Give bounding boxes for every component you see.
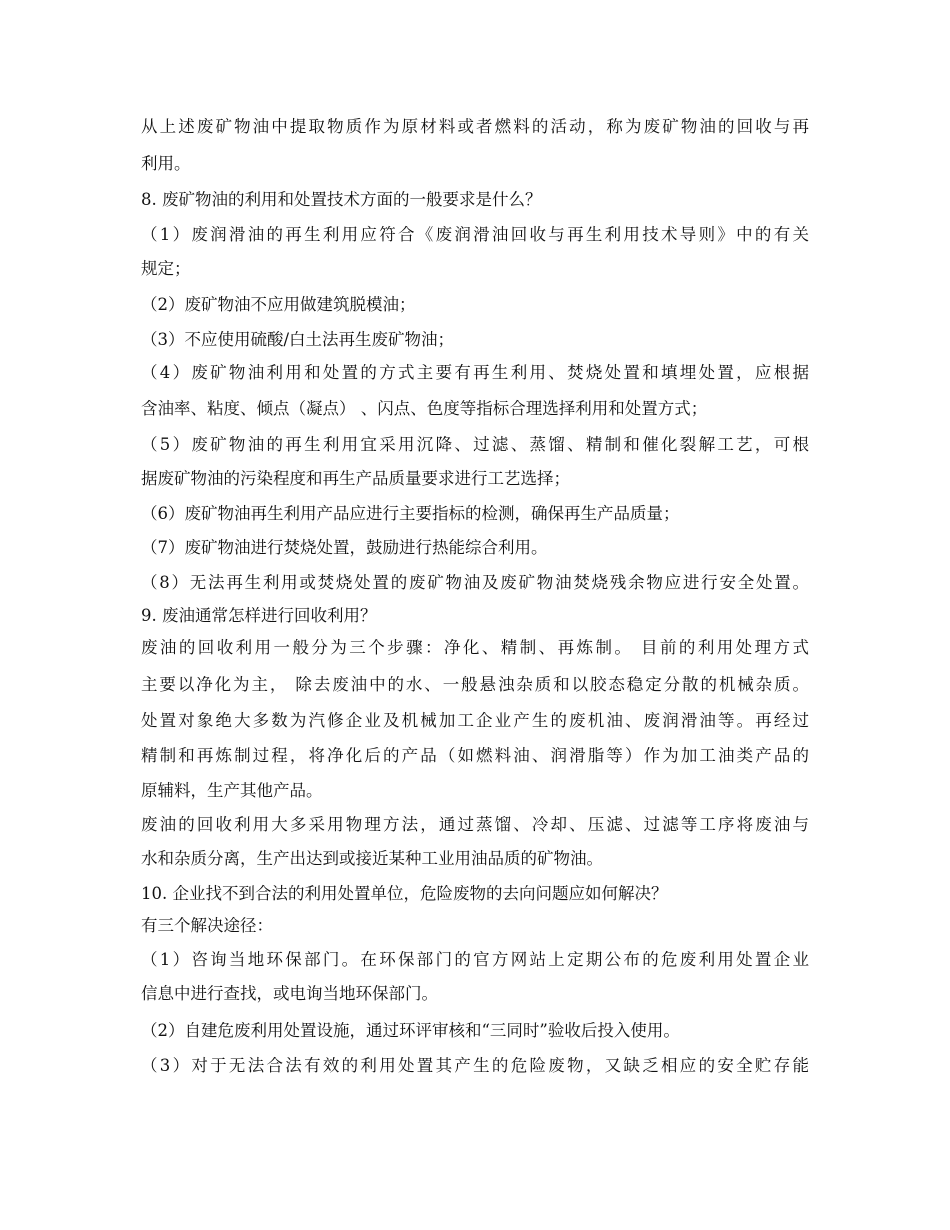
text-line: 精制和再炼制过程，将净化后的产品（如燃料油、润滑脂等）作为加工油类产品的	[141, 746, 809, 765]
question-heading-10: 10. 企业找不到合法的利用处置单位，危险废物的去向问题应如何解决？	[141, 884, 668, 903]
text-line: 利用。	[141, 154, 191, 173]
text-line: 水和杂质分离，生产出达到或接近某种工业用油品质的矿物油。	[141, 849, 603, 868]
text-line: （1）废润滑油的再生利用应符合《废润滑油回收与再生利用技术导则》中的有关	[141, 225, 809, 244]
text-line: （1）咨询当地环保部门。在环保部门的官方网站上定期公布的危废利用处置企业	[141, 950, 809, 969]
text-line: 规定；	[141, 259, 191, 278]
text-line: 主要以净化为主， 除去废油中的水、一般悬浊杂质和以胶态稳定分散的机械杂质。	[141, 675, 809, 694]
text-line: （3）对于无法合法有效的利用处置其产生的危险废物，又缺乏相应的安全贮存能	[141, 1056, 809, 1075]
text-line: （2）废矿物油不应用做建筑脱模油；	[141, 295, 416, 314]
text-line: 废油的回收利用大多采用物理方法，通过蒸馏、冷却、压滤、过滤等工序将废油与	[141, 815, 809, 834]
text-line: （2）自建危废利用处置设施，通过环评审核和“三同时”验收后投入使用。	[141, 1021, 680, 1040]
text-line: （7）废矿物油进行焚烧处置，鼓励进行热能综合利用。	[141, 538, 548, 557]
text-line: 原辅料，生产其他产品。	[141, 781, 323, 800]
text-line: 废油的回收利用一般分为三个步骤：净化、精制、再炼制。 目前的利用处理方式	[141, 638, 809, 657]
text-line: （5）废矿物油的再生利用宜采用沉降、过滤、蒸馏、精制和催化裂解工艺，可根	[141, 435, 809, 454]
text-line: 据废矿物油的污染程度和再生产品质量要求进行工艺选择；	[141, 469, 570, 488]
text-line: （8）无法再生利用或焚烧处置的废矿物油及废矿物油焚烧残余物应进行安全处置。	[141, 573, 809, 592]
text-line: （6）废矿物油再生利用产品应进行主要指标的检测，确保再生产品质量；	[141, 504, 680, 523]
text-line: 信息中进行查找，或电询当地环保部门。	[141, 984, 438, 1003]
text-line: （4）废矿物油利用和处置的方式主要有再生利用、焚烧处置和填埋处置，应根据	[141, 363, 809, 382]
text-line: 从上述废矿物油中提取物质作为原材料或者燃料的活动，称为废矿物油的回收与再	[141, 117, 809, 136]
question-heading-9: 9. 废油通常怎样进行回收利用？	[141, 606, 377, 625]
text-line: 处置对象绝大多数为汽修企业及机械加工企业产生的废机油、废润滑油等。再经过	[141, 711, 809, 730]
question-heading-8: 8. 废矿物油的利用和处置技术方面的一般要求是什么？	[141, 190, 542, 209]
text-line: 有三个解决途径：	[141, 916, 273, 935]
text-line: 含油率、粘度、倾点（凝点） 、闪点、色度等指标合理选择利用和处置方式；	[141, 399, 708, 418]
text-line: （3）不应使用硫酸/白土法再生废矿物油；	[141, 330, 455, 349]
